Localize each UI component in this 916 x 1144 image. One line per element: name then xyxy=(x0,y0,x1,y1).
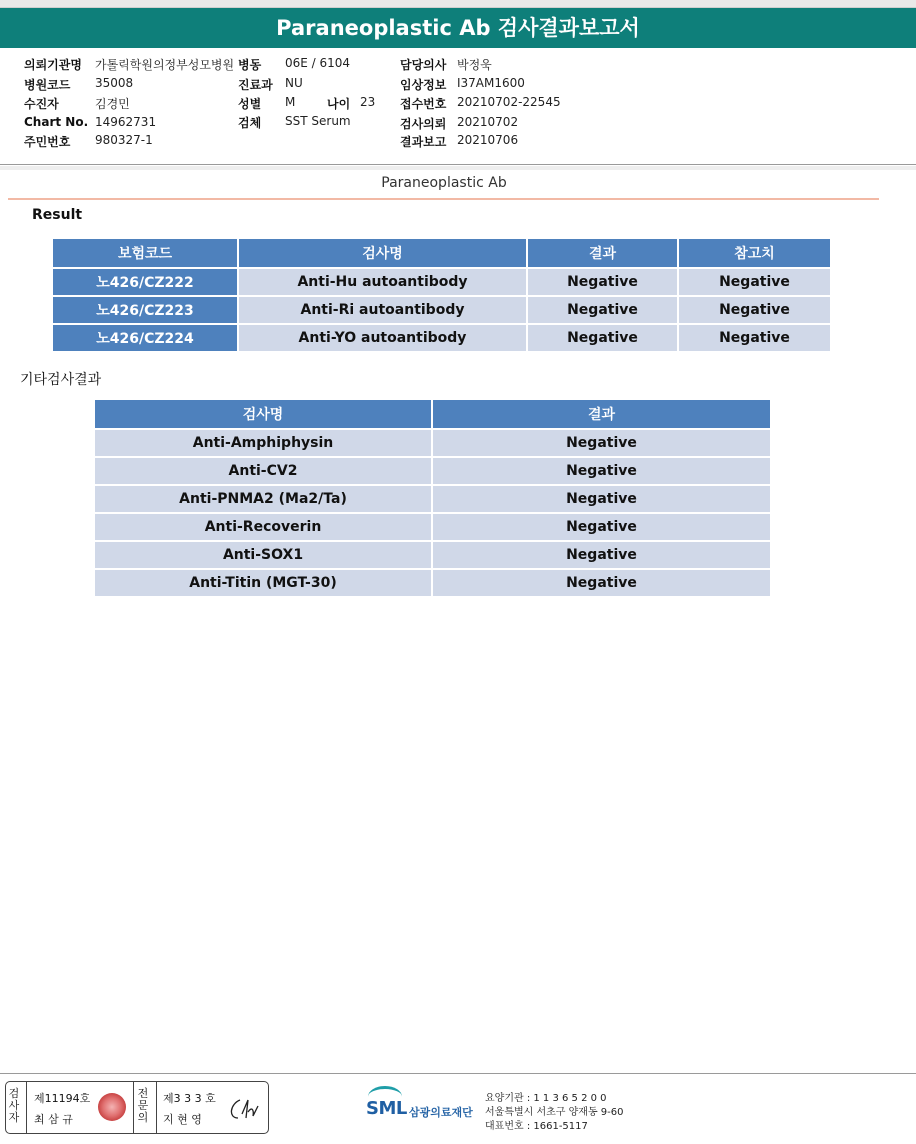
reference-cell: Negative xyxy=(678,296,831,324)
chart-value: 14962731 xyxy=(95,115,157,129)
report-footer xyxy=(0,1073,916,1144)
top-border xyxy=(0,0,916,8)
result-cell: Negative xyxy=(527,268,678,296)
result-cell: Negative xyxy=(527,296,678,324)
table-row xyxy=(52,296,831,324)
address-line: 서울특별시 서초구 양재동 9-60 xyxy=(485,1107,624,1118)
specialist-license: 제3 3 3 호 xyxy=(163,1092,216,1105)
sml-logo: SML xyxy=(366,1098,407,1119)
result-cell: Negative xyxy=(432,457,771,485)
test-name-cell: Anti-PNMA2 (Ma2/Ta) xyxy=(94,485,432,513)
result-cell: Negative xyxy=(432,513,771,541)
column-header: 보험코드 xyxy=(52,238,238,268)
rrn-value: 980327-1 xyxy=(95,133,153,147)
column-header: 검사명 xyxy=(238,238,527,268)
column-header: 결과 xyxy=(432,399,771,429)
specialist-name: 지 현 영 xyxy=(163,1113,202,1126)
sex-label: 성별 xyxy=(238,97,262,111)
report-value: 20210706 xyxy=(457,133,519,147)
dept-label: 진료과 xyxy=(238,78,273,92)
receipt-label: 접수번호 xyxy=(400,97,447,111)
specialist-label xyxy=(137,1088,151,1124)
institution-label: 의뢰기관명 xyxy=(24,58,82,72)
section-title: Paraneoplastic Ab xyxy=(381,175,507,191)
patient-value: 김경민 xyxy=(95,97,130,111)
examiner-label xyxy=(8,1088,22,1124)
box-separator xyxy=(133,1082,134,1133)
age-label: 나이 xyxy=(327,97,351,111)
insurance-code-cell: 노426/CZ224 xyxy=(52,324,238,352)
specimen-value: SST Serum xyxy=(285,114,351,128)
result-table xyxy=(51,237,832,353)
column-header: 결과 xyxy=(527,238,678,268)
institution-code-line: 요양기관 : 1 1 3 6 5 2 0 0 xyxy=(485,1093,607,1104)
signature-box xyxy=(5,1081,269,1134)
specialist-label-text: 전문의 xyxy=(137,1087,149,1124)
ward-value: 06E / 6104 xyxy=(285,56,351,70)
signature-icon xyxy=(226,1096,262,1124)
report-title: Paraneoplastic Ab 검사결과보고서 xyxy=(0,8,916,48)
table-row xyxy=(94,429,771,457)
test-name-cell: Anti-SOX1 xyxy=(94,541,432,569)
sex-value: M xyxy=(285,95,296,109)
seal-stamp-icon xyxy=(98,1093,126,1121)
table-row xyxy=(94,569,771,597)
test-name-cell: Anti-Hu autoantibody xyxy=(238,268,527,296)
table-row xyxy=(94,485,771,513)
receipt-value: 20210702-22545 xyxy=(457,95,561,109)
clinical-label: 임상정보 xyxy=(400,78,447,92)
table-row xyxy=(94,513,771,541)
request-value: 20210702 xyxy=(457,115,519,129)
institution-value: 가톨릭학원의정부성모병원 xyxy=(95,58,235,72)
doctor-value: 박정욱 xyxy=(457,58,492,72)
test-name-cell: Anti-Amphiphysin xyxy=(94,429,432,457)
box-separator xyxy=(156,1082,157,1133)
phone-line: 대표번호 : 1661-5117 xyxy=(485,1121,588,1132)
doctor-label: 담당의사 xyxy=(400,58,447,72)
chart-label: Chart No. xyxy=(24,115,89,129)
box-separator xyxy=(26,1082,27,1133)
examiner-license: 제11194호 xyxy=(34,1092,91,1105)
hospital-code-value: 35008 xyxy=(95,76,134,90)
report-label: 결과보고 xyxy=(400,135,447,149)
dept-value: NU xyxy=(285,76,303,90)
table-row xyxy=(52,324,831,352)
reference-cell: Negative xyxy=(678,268,831,296)
clinical-value: I37AM1600 xyxy=(457,76,525,90)
result-cell: Negative xyxy=(432,485,771,513)
rrn-label: 주민번호 xyxy=(24,135,71,149)
test-name-cell: Anti-YO autoantibody xyxy=(238,324,527,352)
column-header: 검사명 xyxy=(94,399,432,429)
table-row xyxy=(94,457,771,485)
result-table-header xyxy=(52,238,831,268)
hospital-code-label: 병원코드 xyxy=(24,78,71,92)
column-header: 참고치 xyxy=(678,238,831,268)
table-row xyxy=(94,541,771,569)
result-heading: Result xyxy=(32,207,83,223)
result-cell: Negative xyxy=(527,324,678,352)
test-name-cell: Anti-CV2 xyxy=(94,457,432,485)
divider-bar xyxy=(0,166,916,170)
patient-label: 수진자 xyxy=(24,97,59,111)
table-row xyxy=(52,268,831,296)
insurance-code-cell: 노426/CZ223 xyxy=(52,296,238,324)
other-tests-table xyxy=(93,398,772,598)
result-cell: Negative xyxy=(432,429,771,457)
other-table-header xyxy=(94,399,771,429)
patient-info-block xyxy=(0,48,916,165)
request-label: 검사의뢰 xyxy=(400,117,447,131)
ward-label: 병동 xyxy=(238,58,262,72)
examiner-label-text: 검사자 xyxy=(8,1087,20,1124)
test-name-cell: Anti-Titin (MGT-30) xyxy=(94,569,432,597)
examiner-name: 최 삼 규 xyxy=(34,1113,73,1126)
result-cell: Negative xyxy=(432,541,771,569)
reference-cell: Negative xyxy=(678,324,831,352)
test-name-cell: Anti-Ri autoantibody xyxy=(238,296,527,324)
result-cell: Negative xyxy=(432,569,771,597)
specimen-label: 검체 xyxy=(238,116,262,130)
section-divider xyxy=(8,198,879,200)
test-name-cell: Anti-Recoverin xyxy=(94,513,432,541)
organization-name: 삼광의료재단 xyxy=(409,1106,473,1119)
other-tests-heading: 기타검사결과 xyxy=(20,372,102,388)
insurance-code-cell: 노426/CZ222 xyxy=(52,268,238,296)
age-value: 23 xyxy=(360,95,376,109)
